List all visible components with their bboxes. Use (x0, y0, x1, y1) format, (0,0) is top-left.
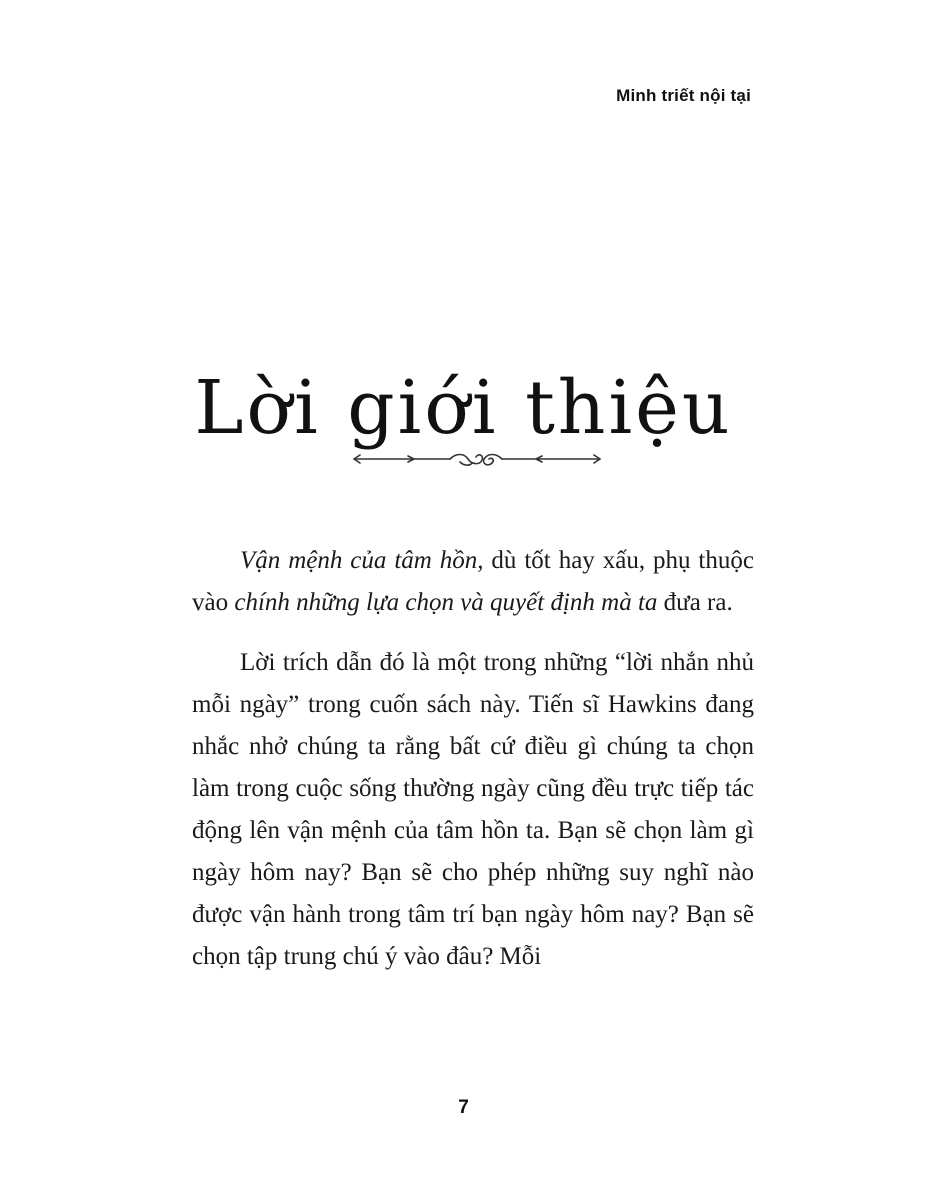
body-text (192, 540, 754, 978)
chapter-title: Lời giới thiệu (194, 364, 733, 451)
flourish-divider-icon (352, 448, 602, 472)
paragraph-2: Lời trích dẫn đó là một trong những “lời nhắn nhủ mỗi ngày” trong cuốn sách này. Tiến sĩ Hawkins đang nhắc nhở chúng ta rằng bất cứ điều gì chúng ta chọn làm trong cuộc sống thường ngày cũng đều trực tiếp tác động lên vận mệnh của tâm hồn ta. Bạn sẽ chọn làm gì ngày hôm nay? Bạn sẽ cho phép những suy nghĩ nào được vận hành trong tâm trí bạn ngày hôm nay? Bạn sẽ chọn tập trung chú ý vào đâu? Mỗi (192, 649, 754, 970)
italic-phrase: Vận mệnh của tâm hồn, (240, 547, 484, 574)
italic-phrase: chính những lựa chọn và quyết định mà ta (234, 589, 658, 616)
paragraph-1 (192, 540, 754, 624)
paragraph-text: đưa ra. (657, 589, 733, 616)
paragraph-text: dù tốt hay xấu, phụ thuộc vào (192, 547, 754, 616)
page-number: 7 (458, 1097, 469, 1118)
running-header: Minh triết nội tại (616, 86, 751, 105)
